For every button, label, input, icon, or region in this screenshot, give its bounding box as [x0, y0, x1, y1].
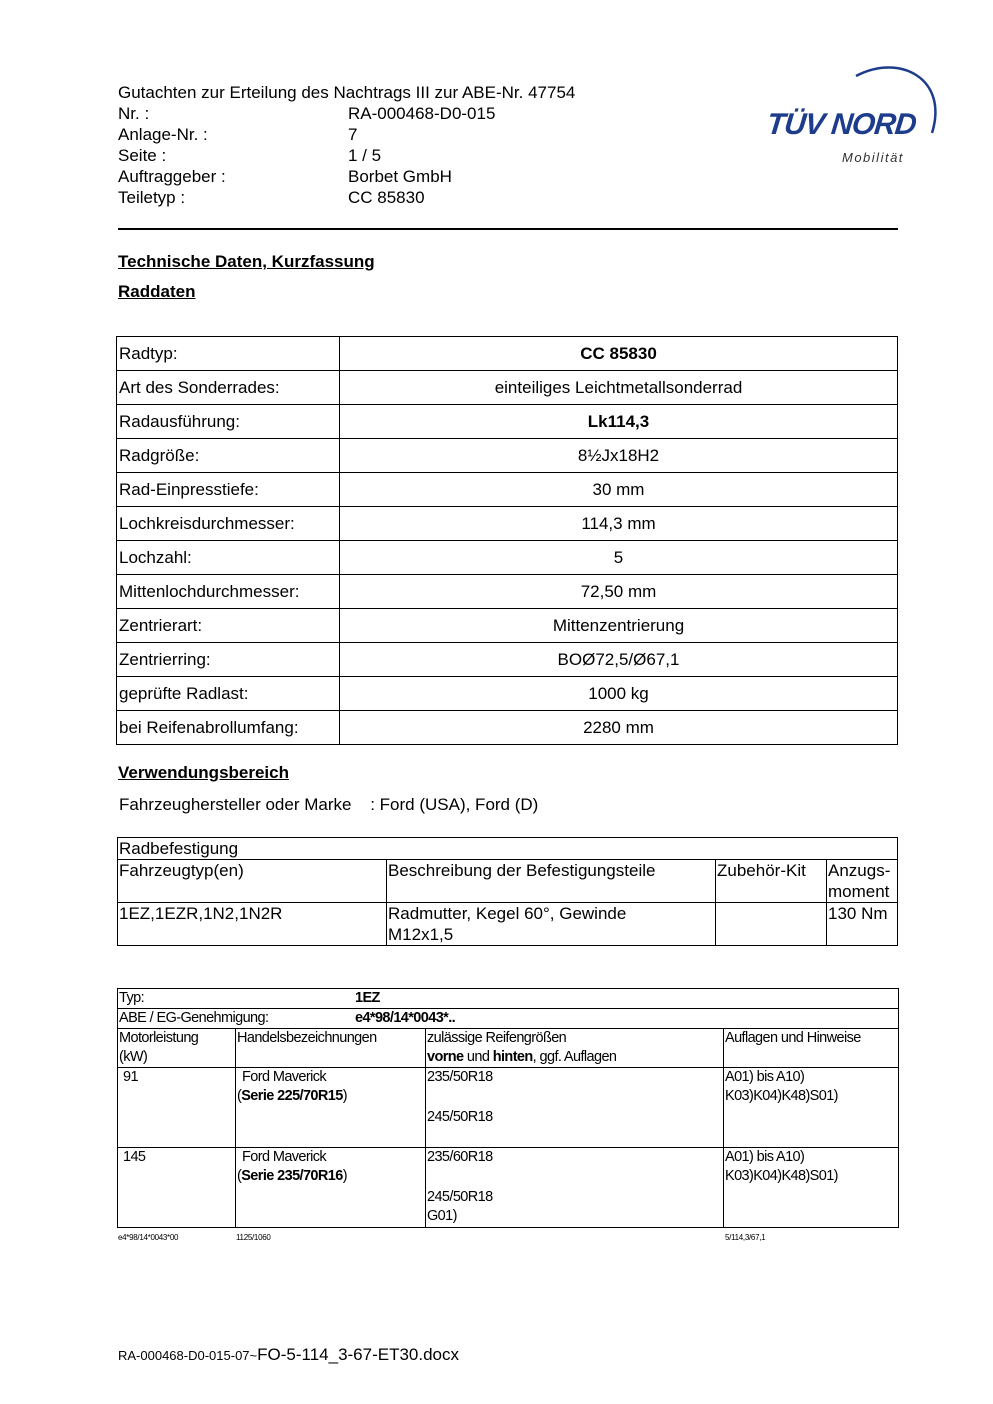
- radbefestigung-title: Radbefestigung: [118, 838, 898, 860]
- paren-close: ): [342, 1088, 347, 1104]
- raddaten-value: einteiliges Leichtmetallsonderrad: [340, 371, 898, 405]
- raddaten-label: Radausführung:: [117, 405, 340, 439]
- raddaten-label: bei Reifenabrollumfang:: [117, 711, 340, 745]
- vehicle-manufacturer-line: [119, 795, 538, 815]
- header-divider: [118, 228, 898, 230]
- header-row-teiletyp: [118, 187, 575, 208]
- section-technische-daten: Technische Daten, Kurzfassung: [118, 252, 375, 271]
- cell-auflagen: [724, 1068, 899, 1148]
- raddaten-table: [116, 336, 898, 745]
- header-auflagen-hinweise: Auflagen und Hinweise: [724, 1029, 899, 1068]
- cell-anzugsmoment: 130 Nm: [827, 903, 898, 946]
- table-row: [117, 575, 898, 609]
- raddaten-value: 5: [340, 541, 898, 575]
- raddaten-label: geprüfte Radlast:: [117, 677, 340, 711]
- paren-open: (: [237, 1168, 242, 1184]
- raddaten-label: Radgröße:: [117, 439, 340, 473]
- paren-close: ): [342, 1168, 347, 1184]
- header-auflagen-suffix: , ggf. Auflagen: [532, 1049, 617, 1065]
- logo-brand: TÜV NORD: [765, 108, 918, 141]
- footer-filename: FO-5-114_3-67-ET30.docx: [257, 1345, 460, 1364]
- serie-value: Serie 225/70R15: [241, 1088, 343, 1104]
- radbefestigung-table: [117, 837, 898, 946]
- header-label: Anlage-Nr. :: [118, 125, 208, 144]
- raddaten-label: Radtyp:: [117, 337, 340, 371]
- header-reifen-line-1: zulässige Reifengrößen: [427, 1030, 567, 1046]
- manufacturer-separator: :: [370, 795, 375, 814]
- header-fahrzeugtyp: Fahrzeugtyp(en): [118, 860, 387, 903]
- manufacturer-value: Ford (USA), Ford (D): [379, 795, 539, 814]
- vehicle-type-table: [117, 988, 899, 1228]
- typ-label: Typ:: [119, 990, 144, 1006]
- section-raddaten: Raddaten: [118, 282, 196, 301]
- cell-fahrzeugtypen: 1EZ,1EZR,1N2,1N2R: [118, 903, 387, 946]
- logo-subtitle: Mobilität: [842, 150, 904, 165]
- header-label: Nr. :: [118, 104, 150, 123]
- header-reifengroessen: [426, 1029, 724, 1068]
- vehicle-serie: [237, 1087, 424, 1106]
- raddaten-label: Zentrierart:: [117, 609, 340, 643]
- footer-prefix: RA-000468-D0-015-07~: [118, 1348, 258, 1363]
- abe-label: ABE / EG-Genehmigung:: [119, 1010, 269, 1026]
- footnote-approval: e4*98/14*0043*00: [118, 1233, 179, 1242]
- abe-value: e4*98/14*0043*..: [355, 1010, 456, 1026]
- document-header: [118, 82, 575, 208]
- tire-size: 245/50R18: [427, 1109, 493, 1125]
- raddaten-value: 114,3 mm: [340, 507, 898, 541]
- table-row: [117, 439, 898, 473]
- tire-note: G01): [427, 1208, 457, 1224]
- table-row: [117, 677, 898, 711]
- header-row-auftraggeber: [118, 166, 575, 187]
- hint-line-2: K03)K04)K48)S01): [725, 1168, 838, 1184]
- header-anzugs: Anzugs-: [828, 861, 891, 880]
- header-label: Auftraggeber :: [118, 167, 226, 186]
- header-handelsbezeichnungen: Handelsbezeichnungen: [236, 1029, 426, 1068]
- cell-reifen: [426, 1148, 724, 1228]
- raddaten-label: Art des Sonderrades:: [117, 371, 340, 405]
- raddaten-value: 8½Jx18H2: [340, 439, 898, 473]
- header-vorne: vorne: [427, 1049, 464, 1065]
- cell-handelsbezeichnung: [236, 1068, 426, 1148]
- cell-kw: 145: [118, 1148, 236, 1228]
- paren-open: (: [237, 1088, 242, 1104]
- desc-line-2: M12x1,5: [388, 925, 454, 944]
- header-value: 7: [348, 125, 358, 144]
- raddaten-value: Lk114,3: [340, 405, 898, 439]
- table-row: [117, 643, 898, 677]
- raddaten-label: Lochkreisdurchmesser:: [117, 507, 340, 541]
- hint-line-1: A01) bis A10): [725, 1149, 805, 1165]
- tuev-nord-logo: [764, 58, 944, 173]
- document-footer: [118, 1345, 459, 1365]
- header-moment: moment: [828, 882, 890, 901]
- header-motor-line-2: (kW): [119, 1049, 148, 1065]
- table-row: [117, 473, 898, 507]
- vehicle-serie: [237, 1167, 424, 1186]
- header-row-seite: [118, 145, 575, 166]
- cell-reifen: [426, 1068, 724, 1148]
- tire-spacer: [427, 1167, 722, 1188]
- header-reifen-line-2: [427, 1048, 722, 1067]
- tire-size: 235/60R18: [427, 1149, 493, 1165]
- header-hinten: hinten: [492, 1049, 533, 1065]
- hint-line-1: A01) bis A10): [725, 1069, 805, 1085]
- header-value: CC 85830: [348, 188, 425, 207]
- table-row: [117, 405, 898, 439]
- tire-spacer: [427, 1087, 722, 1108]
- header-und: und: [463, 1049, 493, 1065]
- section-verwendungsbereich: Verwendungsbereich: [118, 763, 289, 782]
- footnote-load: 1125/1060: [236, 1233, 271, 1242]
- raddaten-value: 2280 mm: [340, 711, 898, 745]
- raddaten-value: 72,50 mm: [340, 575, 898, 609]
- table-row: [117, 507, 898, 541]
- header-row-nr: [118, 103, 575, 124]
- raddaten-label: Zentrierring:: [117, 643, 340, 677]
- serie-value: Serie 235/70R16: [241, 1168, 343, 1184]
- cell-beschreibung: [387, 903, 716, 946]
- header-value: 1 / 5: [348, 146, 382, 165]
- raddaten-value: CC 85830: [340, 337, 898, 371]
- raddaten-label: Rad-Einpresstiefe:: [117, 473, 340, 507]
- table-row: [117, 337, 898, 371]
- table-row: [117, 371, 898, 405]
- typ-row: [118, 989, 899, 1009]
- vehicle-name: Ford Maverick: [242, 1069, 327, 1085]
- header-beschreibung: Beschreibung der Befestigungsteile: [387, 860, 716, 903]
- tire-size: 235/50R18: [427, 1069, 493, 1085]
- cell-kw: 91: [118, 1068, 236, 1148]
- raddaten-value: BOØ72,5/Ø67,1: [340, 643, 898, 677]
- cell-zubehoer-kit: [716, 903, 827, 946]
- cell-auflagen: [724, 1148, 899, 1228]
- typ-value: 1EZ: [355, 990, 380, 1006]
- desc-line-1: Radmutter, Kegel 60°, Gewinde: [388, 904, 627, 923]
- header-value: RA-000468-D0-015: [348, 104, 496, 123]
- hint-line-2: K03)K04)K48)S01): [725, 1088, 838, 1104]
- document-title: Gutachten zur Erteilung des Nachtrags III zur ABE-Nr. 47754: [118, 83, 576, 102]
- abe-row: [118, 1009, 899, 1029]
- header-anzugsmoment: [827, 860, 898, 903]
- header-row-anlage: [118, 124, 575, 145]
- footnote-bolt-pattern: 5/114,3/67,1: [725, 1233, 766, 1242]
- header-value: Borbet GmbH: [348, 167, 452, 186]
- manufacturer-label: Fahrzeughersteller oder Marke: [119, 795, 352, 814]
- raddaten-value: 1000 kg: [340, 677, 898, 711]
- header-motorleistung: [118, 1029, 236, 1068]
- tire-size: 245/50R18: [427, 1189, 493, 1205]
- vehicle-name: Ford Maverick: [242, 1149, 327, 1165]
- table-row: [117, 711, 898, 745]
- header-label: Seite :: [118, 146, 167, 165]
- raddaten-label: Mittenlochdurchmesser:: [117, 575, 340, 609]
- header-zubehoer-kit: Zubehör-Kit: [716, 860, 827, 903]
- header-motor-line-1: Motorleistung: [119, 1030, 199, 1046]
- table-row: [117, 609, 898, 643]
- table-row: [118, 1068, 899, 1148]
- header-label: Teiletyp :: [118, 188, 186, 207]
- cell-handelsbezeichnung: [236, 1148, 426, 1228]
- table-row: [117, 541, 898, 575]
- raddaten-value: Mittenzentrierung: [340, 609, 898, 643]
- raddaten-label: Lochzahl:: [117, 541, 340, 575]
- raddaten-value: 30 mm: [340, 473, 898, 507]
- table-row: [118, 1148, 899, 1228]
